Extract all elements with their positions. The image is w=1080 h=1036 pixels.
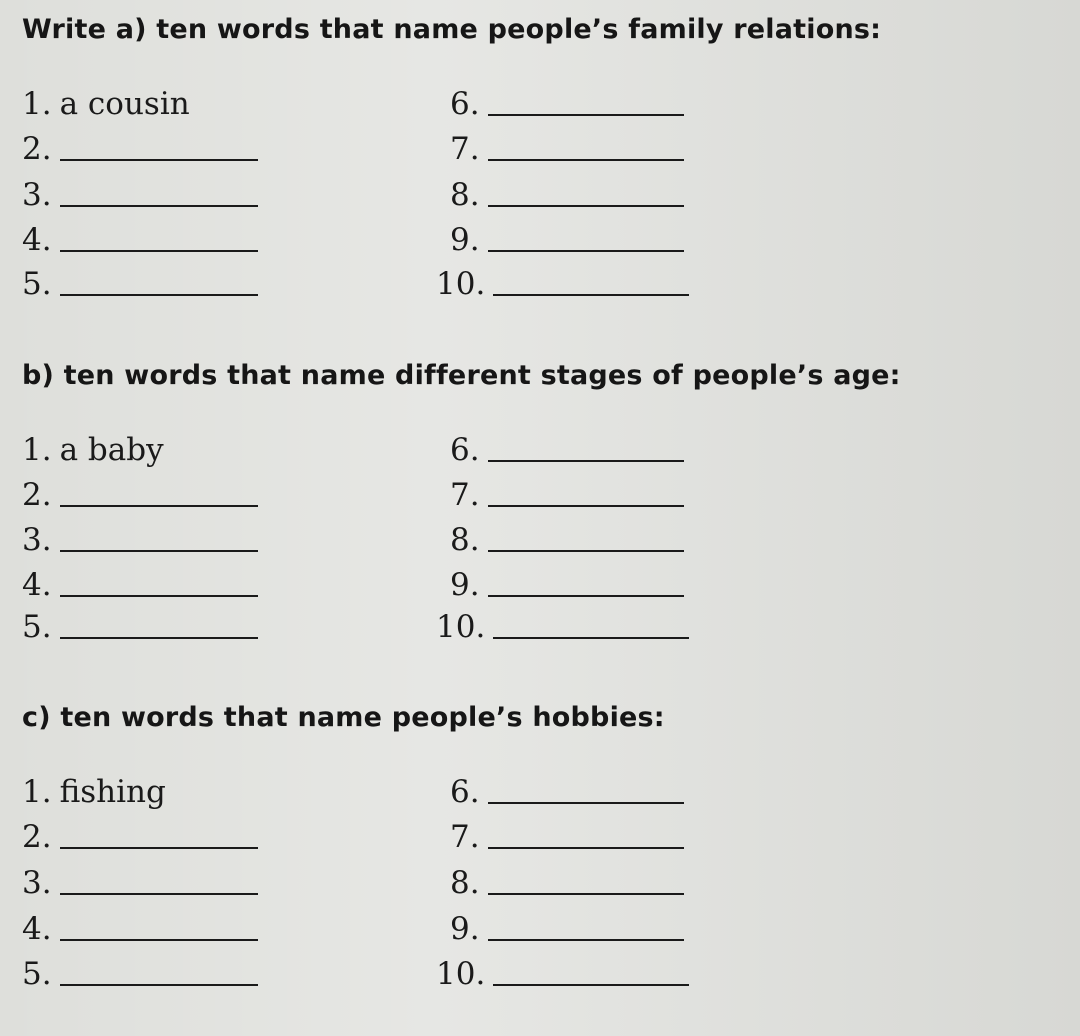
answer-blank[interactable] [488, 460, 684, 462]
answer-blank[interactable] [493, 294, 689, 296]
answer-blank[interactable] [60, 250, 258, 252]
item-number: 1. [22, 774, 52, 810]
answer-blank[interactable] [60, 984, 258, 986]
section-a-item-1 [22, 86, 190, 122]
section-c-item-5 [22, 956, 258, 992]
answer-blank[interactable] [60, 159, 258, 161]
section-a-item-4 [22, 222, 258, 258]
section-b-item-2 [22, 477, 258, 513]
answer-blank[interactable] [488, 939, 684, 941]
answer-blank[interactable] [488, 505, 684, 507]
item-answer: fishing [59, 774, 166, 810]
item-number: 3. [22, 522, 52, 558]
item-number: 3. [22, 865, 52, 901]
section-a-item-9 [450, 222, 684, 258]
answer-blank[interactable] [60, 205, 258, 207]
item-number: 3. [22, 177, 52, 213]
section-c-heading: c) ten words that name people’s hobbies: [22, 702, 665, 733]
answer-blank[interactable] [60, 637, 258, 639]
section-b-item-9 [450, 567, 684, 603]
item-number: 6. [450, 432, 480, 468]
item-number: 4. [22, 567, 52, 603]
section-a-item-2 [22, 131, 258, 167]
section-c-item-4 [22, 911, 258, 947]
answer-blank[interactable] [493, 637, 689, 639]
section-a-item-3 [22, 177, 258, 213]
section-c-item-7 [450, 819, 684, 855]
answer-blank[interactable] [488, 250, 684, 252]
section-b-item-10 [436, 609, 689, 645]
answer-blank[interactable] [488, 159, 684, 161]
answer-blank[interactable] [60, 294, 258, 296]
section-b-item-3 [22, 522, 258, 558]
section-a-item-5 [22, 266, 258, 302]
answer-blank[interactable] [488, 595, 684, 597]
answer-blank[interactable] [488, 802, 684, 804]
item-number: 7. [450, 819, 480, 855]
section-c-item-10 [436, 956, 689, 992]
item-number: 1. [22, 432, 52, 468]
section-b-item-4 [22, 567, 258, 603]
section-c-item-8 [450, 865, 684, 901]
item-number: 5. [22, 609, 52, 645]
item-number: 5. [22, 266, 52, 302]
section-a-item-8 [450, 177, 684, 213]
section-b-item-1 [22, 432, 164, 468]
answer-blank[interactable] [60, 893, 258, 895]
item-number: 8. [450, 522, 480, 558]
item-number: 7. [450, 477, 480, 513]
item-number: 4. [22, 911, 52, 947]
section-c-item-6 [450, 774, 684, 810]
item-number: 9. [450, 567, 480, 603]
section-c-item-1 [22, 774, 166, 810]
section-b-item-5 [22, 609, 258, 645]
section-c-item-2 [22, 819, 258, 855]
item-number: 9. [450, 911, 480, 947]
item-number: 9. [450, 222, 480, 258]
item-number: 2. [22, 819, 52, 855]
section-b-item-6 [450, 432, 684, 468]
item-number: 2. [22, 131, 52, 167]
answer-blank[interactable] [60, 847, 258, 849]
section-a-item-6 [450, 86, 684, 122]
answer-blank[interactable] [488, 205, 684, 207]
item-number: 6. [450, 86, 480, 122]
item-number: 10. [436, 266, 486, 302]
section-b-item-7 [450, 477, 684, 513]
section-c-item-3 [22, 865, 258, 901]
section-c-item-9 [450, 911, 684, 947]
section-b-heading: b) ten words that name different stages of people’s age: [22, 360, 901, 391]
item-number: 8. [450, 177, 480, 213]
answer-blank[interactable] [488, 550, 684, 552]
section-b-item-8 [450, 522, 684, 558]
item-number: 1. [22, 86, 52, 122]
item-number: 2. [22, 477, 52, 513]
answer-blank[interactable] [60, 505, 258, 507]
answer-blank[interactable] [60, 595, 258, 597]
answer-blank[interactable] [488, 893, 684, 895]
item-number: 10. [436, 609, 486, 645]
answer-blank[interactable] [493, 984, 689, 986]
item-number: 4. [22, 222, 52, 258]
answer-blank[interactable] [60, 939, 258, 941]
item-answer: a baby [59, 432, 164, 468]
item-number: 5. [22, 956, 52, 992]
answer-blank[interactable] [488, 114, 684, 116]
section-a-item-10 [436, 266, 689, 302]
item-number: 6. [450, 774, 480, 810]
item-number: 7. [450, 131, 480, 167]
answer-blank[interactable] [60, 550, 258, 552]
answer-blank[interactable] [488, 847, 684, 849]
item-number: 8. [450, 865, 480, 901]
section-a-heading: Write a) ten words that name people’s family relations: [22, 14, 882, 45]
section-a-item-7 [450, 131, 684, 167]
item-number: 10. [436, 956, 486, 992]
item-answer: a cousin [59, 86, 190, 122]
